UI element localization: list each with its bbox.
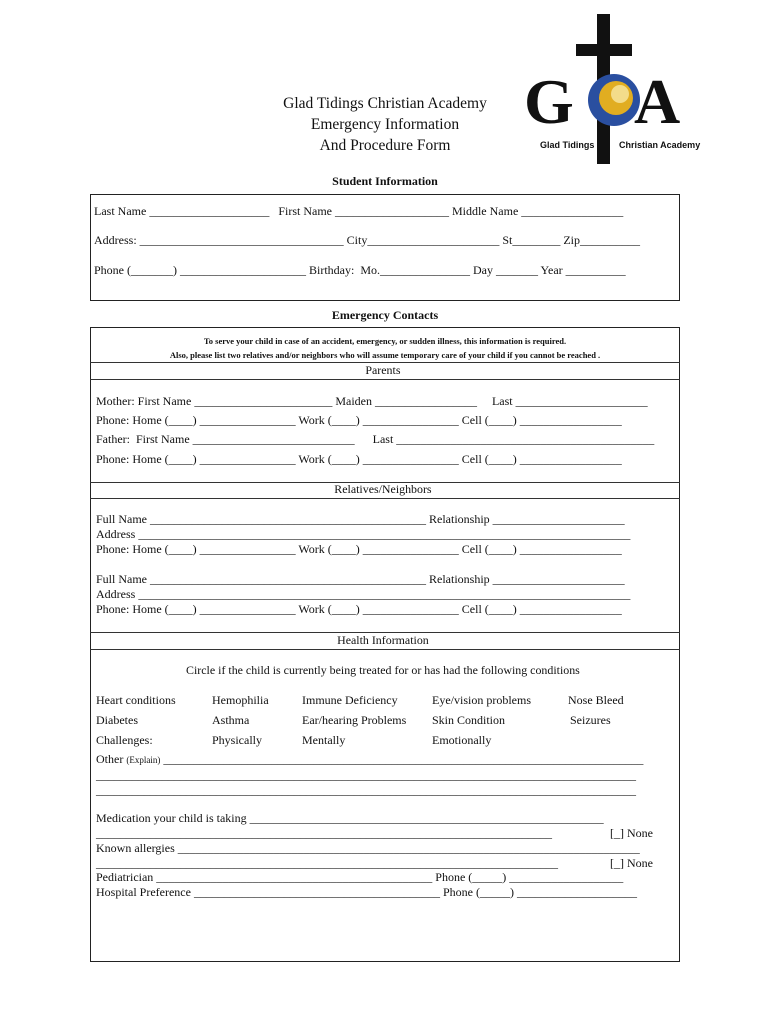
other-blank-line-1[interactable]: __________________________________________________________________________________________ [96, 768, 636, 782]
condition-seizures[interactable]: Seizures [570, 713, 611, 727]
condition-ear-hearing[interactable]: Ear/hearing Problems [302, 713, 407, 727]
allergies-blank-line[interactable]: _____________________________________________________________________________ [96, 856, 558, 870]
challenges-label: Challenges: [96, 733, 153, 747]
other-input-line[interactable]: ________________________________________________________________________________ [160, 752, 644, 766]
relatives-heading: Relatives/Neighbors [334, 482, 432, 496]
relative-2-phone-line[interactable]: Phone: Home (____) ________________ Work (____) ________________ Cell (____) _________________ [96, 602, 622, 616]
medication-blank-line[interactable]: ____________________________________________________________________________ [96, 826, 552, 840]
logo-letter-g: G [524, 66, 574, 137]
emergency-contacts-heading: Emergency Contacts [331, 308, 439, 322]
allergies-none-checkbox[interactable]: [_] None [610, 856, 653, 870]
challenge-physically[interactable]: Physically [212, 733, 262, 747]
condition-eye-vision[interactable]: Eye/vision problems [432, 693, 531, 707]
emergency-note-2: Also, please list two relatives and/or neighbors who will assume temporary care of your child if you cannot be reached . [169, 350, 601, 360]
divider [90, 498, 680, 499]
relative-1-phone-line[interactable]: Phone: Home (____) ________________ Work (____) ________________ Cell (____) _________________ [96, 542, 622, 556]
condition-nose-bleed[interactable]: Nose Bleed [568, 693, 624, 707]
condition-skin[interactable]: Skin Condition [432, 713, 506, 727]
other-explain: (Explain) [126, 755, 161, 765]
logo-caption-left: Glad Tidings [540, 140, 595, 150]
health-instruction: Circle if the child is currently being treated for or has had the following conditions [186, 663, 580, 677]
form-title-line-2: Emergency Information [310, 116, 460, 133]
emergency-note-1: To serve your child in case of an accident, emergency, or sudden illness, this information is required. [203, 336, 567, 346]
allergies-line[interactable]: Known allergies _____________________________________________________________________________ [96, 841, 640, 855]
condition-asthma[interactable]: Asthma [212, 713, 250, 727]
mother-name-line[interactable]: Mother: First Name _______________________ Maiden _________________ Last ______________________ [96, 394, 648, 408]
condition-diabetes[interactable]: Diabetes [96, 713, 138, 727]
medication-none-checkbox[interactable]: [_] None [610, 826, 653, 840]
condition-immune[interactable]: Immune Deficiency [302, 693, 398, 707]
relative-1-address-line[interactable]: Address __________________________________________________________________________________ [96, 527, 631, 541]
logo-caption-right: Christian Academy [619, 140, 701, 150]
pediatrician-line[interactable]: Pediatrician ______________________________________________ Phone (_____) ___________________ [96, 870, 624, 884]
father-phone-line[interactable]: Phone: Home (____) ________________ Work (____) ________________ Cell (____) _________________ [96, 452, 622, 466]
hospital-preference-line[interactable]: Hospital Preference _________________________________________ Phone (_____) ____________________ [96, 885, 637, 899]
form-title-line-3: And Procedure Form [319, 137, 451, 154]
health-info-heading: Health Information [337, 633, 429, 647]
divider [90, 649, 680, 650]
relative-2-address-line[interactable]: Address __________________________________________________________________________________ [96, 587, 631, 601]
student-info-heading: Student Information [332, 174, 438, 188]
student-phone-birthday-line[interactable]: Phone (_______) _____________________ Birthday: Mo._______________ Day _______ Year __________ [94, 263, 626, 277]
medication-line[interactable]: Medication your child is taking ___________________________________________________________ [96, 811, 604, 825]
student-address-line[interactable]: Address: __________________________________ City______________________ St________ Zip__________ [94, 233, 641, 247]
form-title-line-1: Glad Tidings Christian Academy [283, 95, 487, 112]
logo-letter-a: A [634, 66, 681, 137]
school-logo [522, 12, 701, 167]
other-label: Other [96, 752, 124, 766]
challenge-mentally[interactable]: Mentally [302, 733, 346, 747]
relative-1-name-line[interactable]: Full Name ______________________________________________ Relationship ______________________ [96, 512, 625, 526]
student-name-line[interactable]: Last Name ____________________ First Name ___________________ Middle Name _________________ [94, 204, 624, 218]
other-blank-line-2[interactable]: __________________________________________________________________________________________ [96, 783, 636, 797]
mother-phone-line[interactable]: Phone: Home (____) ________________ Work (____) ________________ Cell (____) _________________ [96, 413, 622, 427]
relative-2-name-line[interactable]: Full Name ______________________________________________ Relationship ______________________ [96, 572, 625, 586]
condition-heart[interactable]: Heart conditions [96, 693, 176, 707]
other-line[interactable] [96, 752, 643, 767]
challenge-emotionally[interactable]: Emotionally [432, 733, 492, 747]
divider [90, 379, 680, 380]
condition-hemophilia[interactable]: Hemophilia [212, 693, 269, 707]
father-name-line[interactable]: Father: First Name ___________________________ Last ___________________________________________ [96, 432, 655, 446]
parents-heading: Parents [365, 363, 401, 377]
